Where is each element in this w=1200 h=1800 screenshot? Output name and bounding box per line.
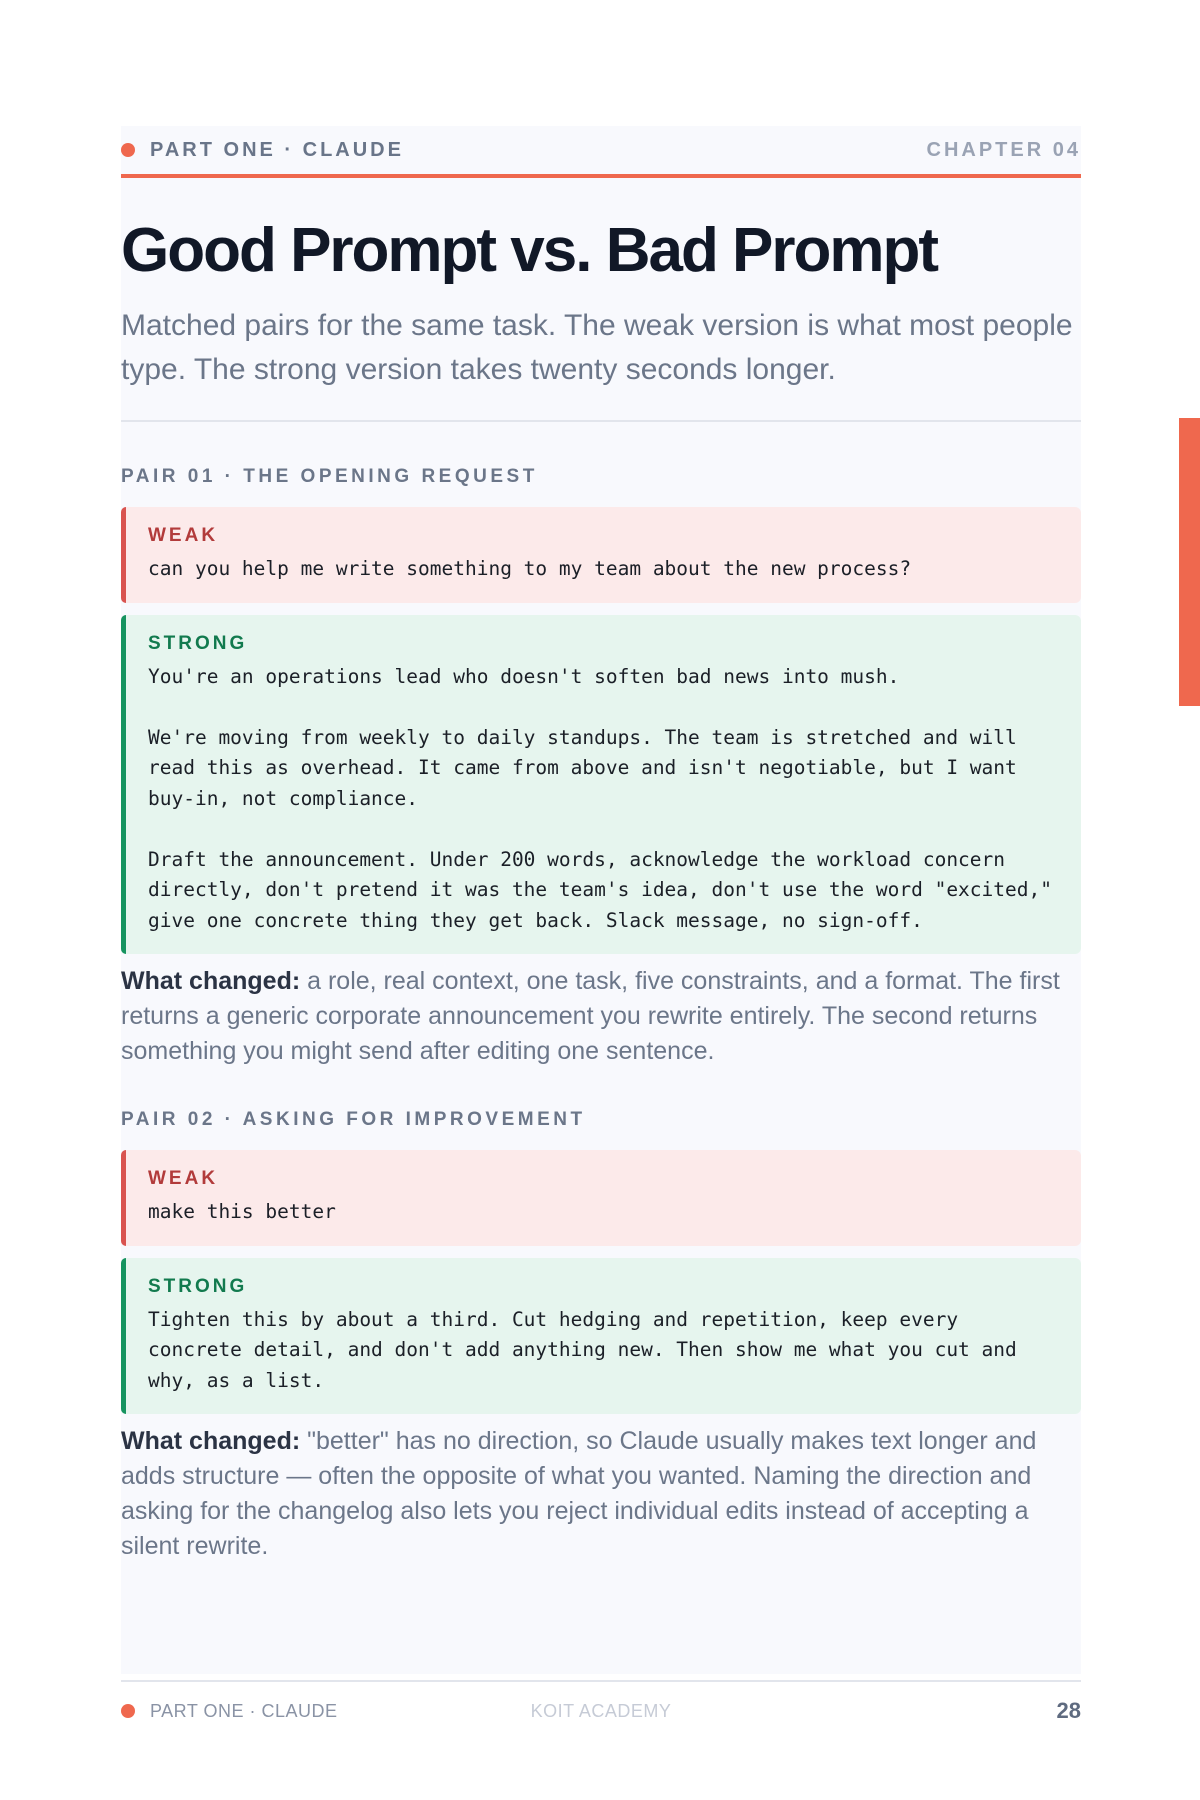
strong-prompt-box [121, 1258, 1081, 1415]
what-changed-note [121, 964, 1081, 1069]
page [121, 126, 1081, 1674]
divider [121, 420, 1081, 422]
running-footer [121, 1680, 1081, 1740]
what-changed-text: "better" has no direction, so Claude usually makes text longer and adds structure — often the opposite of what you wanted. Naming the direction and asking for the changelog also lets you reject individual edits instead of accepting a silent rewrite. [121, 1427, 1037, 1560]
strong-prompt-box [121, 615, 1081, 955]
page-number: 28 [1056, 1698, 1081, 1723]
strong-label: STRONG [148, 632, 248, 654]
chapter-side-tab [1179, 418, 1200, 706]
what-changed-label: What changed: [121, 1427, 301, 1455]
strong-label: STRONG [148, 1275, 248, 1297]
chapter-label: CHAPTER 04 [926, 138, 1081, 161]
weak-prompt-box [121, 507, 1081, 603]
weak-label: WEAK [148, 1168, 219, 1189]
accent-dot-icon [121, 143, 135, 157]
weak-label: WEAK [148, 525, 219, 546]
strong-prompt-text: Tighten this by about a third. Cut hedging and repetition, keep every concrete detail, and don't add anything new. Then show me what you cut and why, as a list. [148, 1307, 1029, 1392]
footer-part-label: PART ONE · CLAUDE [150, 1700, 338, 1721]
weak-prompt-text: make this better [148, 1200, 336, 1223]
what-changed-text: a role, real context, one task, five constraints, and a format. The first returns a generic corporate announcement you rewrite entirely. The second returns something you might send after editing one sentence. [121, 967, 1060, 1065]
part-label: PART ONE · CLAUDE [150, 138, 404, 161]
pair-label: PAIR 02 · ASKING FOR IMPROVEMENT [121, 1109, 586, 1130]
what-changed-label: What changed: [121, 967, 301, 995]
strong-prompt-text: You're an operations lead who doesn't soften bad news into mush. We're moving from weekly to daily standups. The team is stretched and will read this as overhead. It came from above and isn't negotiable, but I want buy-in, not compliance. Draft the announcement. Under 200 words, acknowledge the workload concern directly, don't pretend it was the team's idea, don't use the word "excited," give one concrete thing they get back. Slack message, no sign-off. [148, 664, 1052, 932]
page-subtitle: Matched pairs for the same task. The weak version is what most people type. The strong version takes twenty seconds longer. [121, 309, 1073, 386]
running-header [121, 126, 1081, 178]
weak-prompt-text: can you help me write something to my team about the new process? [148, 557, 912, 580]
footer-brand: KOIT ACADEMY [530, 1700, 672, 1721]
weak-prompt-box [121, 1150, 1081, 1246]
what-changed-note [121, 1424, 1081, 1564]
page-title: Good Prompt vs. Bad Prompt [121, 216, 938, 285]
part-indicator [121, 139, 404, 162]
pair-label: PAIR 01 · THE OPENING REQUEST [121, 466, 538, 487]
